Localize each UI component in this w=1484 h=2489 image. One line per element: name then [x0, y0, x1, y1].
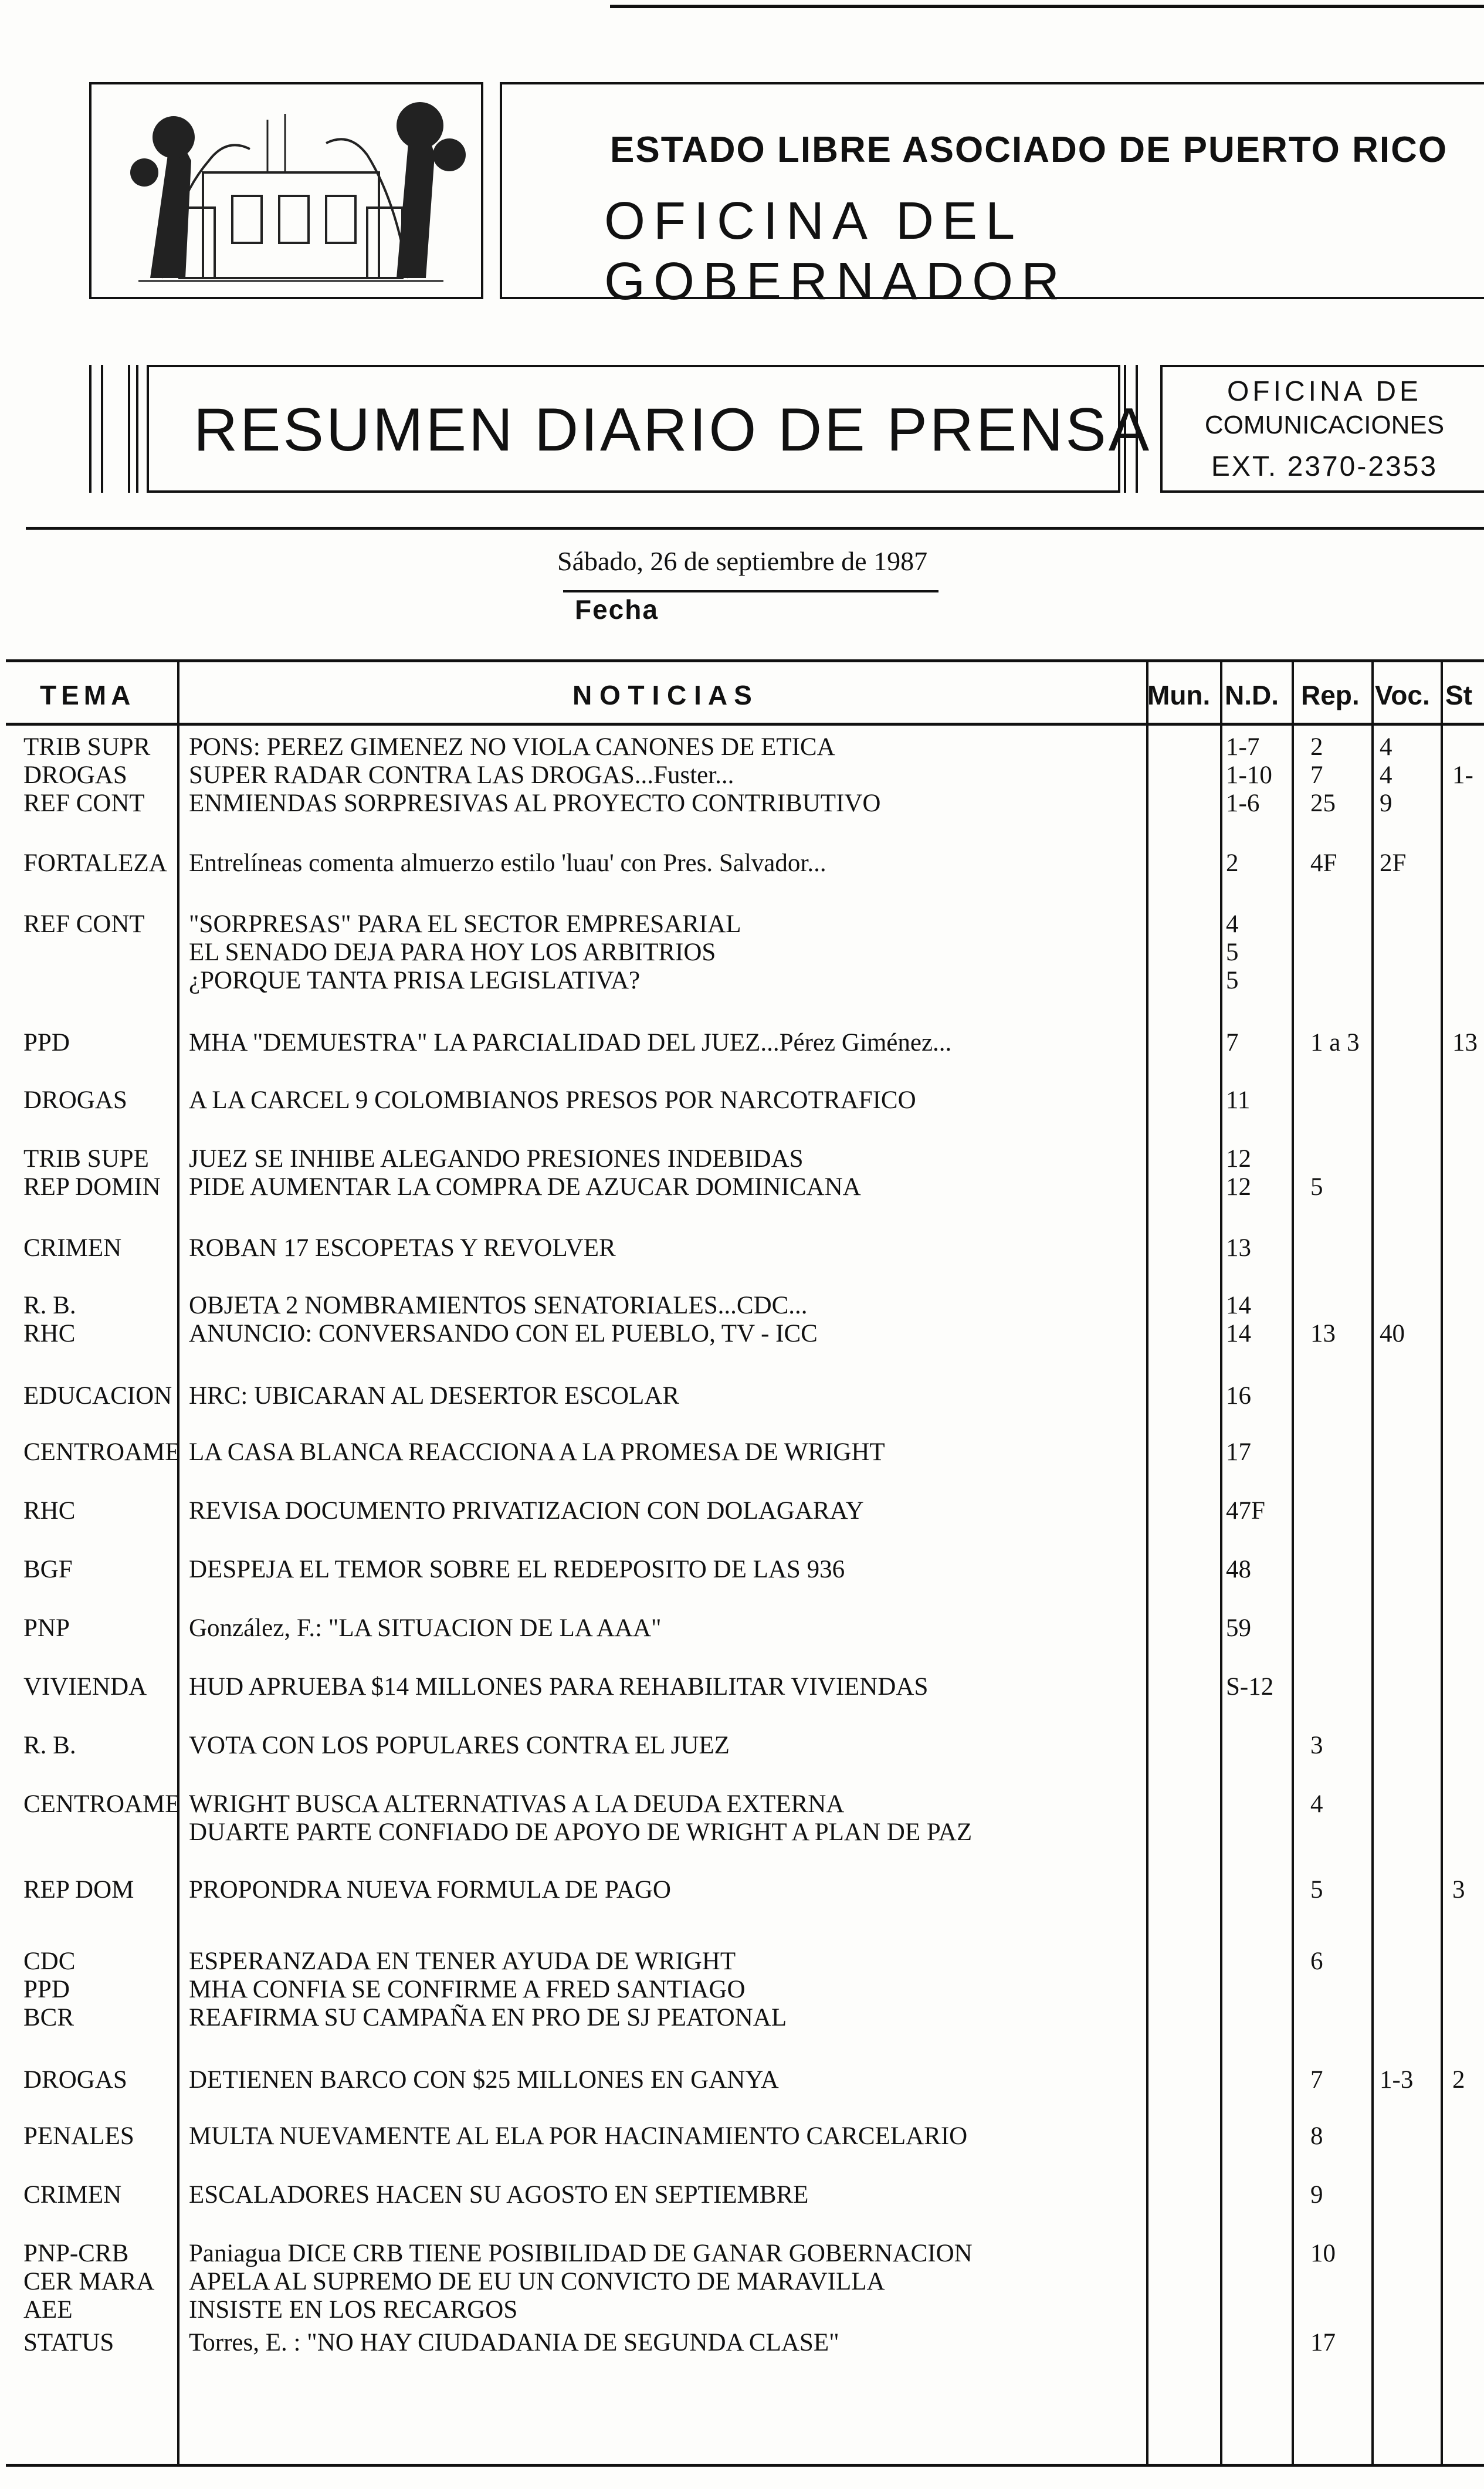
row-4-nd-line-1: 7: [1226, 1029, 1239, 1056]
left-bar-2: [101, 365, 103, 493]
logo-box: [89, 82, 483, 299]
row-5-tema-line-1: DROGAS: [23, 1086, 127, 1114]
row-4-tema-line-1: PPD: [23, 1029, 70, 1056]
row-2-voc-line-1: 2F: [1380, 849, 1407, 877]
col-header-mun: Mun.: [1147, 680, 1211, 710]
row-3-noticias-line-1: "SORPRESAS" PARA EL SECTOR EMPRESARIAL: [189, 910, 741, 938]
row-12-nd-line-1: 48: [1226, 1556, 1251, 1583]
row-16-rep-line-1: 4: [1310, 1790, 1323, 1818]
row-10-nd-line-1: 17: [1226, 1438, 1251, 1466]
col-header-nd: N.D.: [1225, 680, 1279, 710]
row-6-noticias-line-1: JUEZ SE INHIBE ALEGANDO PRESIONES INDEBIDAS: [189, 1145, 804, 1173]
row-22-rep-line-1: 10: [1310, 2240, 1336, 2267]
row-17-st-line-1: 3: [1452, 1876, 1465, 1904]
row-19-rep-line-1: 7: [1310, 2066, 1323, 2094]
row-3-noticias-line-2: EL SENADO DEJA PARA HOY LOS ARBITRIOS: [189, 939, 716, 966]
row-7-nd-line-1: 13: [1226, 1234, 1251, 1262]
row-8-nd-line-1: 14: [1226, 1292, 1251, 1319]
row-8-nd-line-2: 14: [1226, 1320, 1251, 1347]
row-4-st-line-1: 13: [1452, 1029, 1478, 1056]
table-bottom-rule: [6, 2464, 1484, 2467]
row-15-tema-line-1: R. B.: [23, 1732, 76, 1759]
col-divider-rep: [1371, 659, 1374, 2464]
row-1-noticias-line-1: PONS: PEREZ GIMENEZ NO VIOLA CANONES DE ETICA: [189, 733, 835, 761]
table-top-rule: [6, 659, 1484, 662]
left-bar-3: [128, 365, 130, 493]
row-6-noticias-line-2: PIDE AUMENTAR LA COMPRA DE AZUCAR DOMINICANA: [189, 1173, 861, 1201]
row-14-noticias-line-1: HUD APRUEBA $14 MILLONES PARA REHABILITAR VIVIENDAS: [189, 1673, 929, 1701]
row-10-tema-line-1: CENTROAME: [23, 1438, 181, 1466]
row-8-voc-line-2: 40: [1380, 1320, 1405, 1347]
row-23-rep-line-1: 17: [1310, 2329, 1336, 2356]
date-label: Fecha: [575, 594, 659, 625]
row-1-tema-line-1: TRIB SUPR: [23, 733, 151, 761]
row-1-nd-line-1: 1-7: [1226, 733, 1260, 761]
top-edge-rule: [610, 5, 1484, 8]
row-1-rep-line-3: 25: [1310, 790, 1336, 817]
row-19-tema-line-1: DROGAS: [23, 2066, 127, 2094]
row-6-tema-line-2: REP DOMIN: [23, 1173, 161, 1201]
col-divider-noticias: [1146, 659, 1148, 2464]
row-4-rep-line-1: 1 a 3: [1310, 1029, 1360, 1056]
row-1-nd-line-3: 1-6: [1226, 790, 1260, 817]
row-13-nd-line-1: 59: [1226, 1614, 1251, 1642]
row-6-nd-line-2: 12: [1226, 1173, 1251, 1201]
row-16-noticias-line-1: WRIGHT BUSCA ALTERNATIVAS A LA DEUDA EXTERNA: [189, 1790, 845, 1818]
row-21-rep-line-1: 9: [1310, 2181, 1323, 2209]
row-1-rep-line-1: 2: [1310, 733, 1323, 761]
row-7-tema-line-1: CRIMEN: [23, 1234, 122, 1262]
row-1-voc-line-1: 4: [1380, 733, 1392, 761]
row-6-tema-line-1: TRIB SUPE: [23, 1145, 149, 1173]
row-15-noticias-line-1: VOTA CON LOS POPULARES CONTRA EL JUEZ: [189, 1732, 730, 1759]
government-title: ESTADO LIBRE ASOCIADO DE PUERTO RICO: [610, 130, 1448, 170]
col-divider-mun: [1220, 659, 1222, 2464]
row-16-noticias-line-2: DUARTE PARTE CONFIADO DE APOYO DE WRIGHT A PLAN DE PAZ: [189, 1819, 973, 1846]
row-1-st-line-2: 1-: [1452, 761, 1473, 789]
row-20-noticias-line-1: MULTA NUEVAMENTE AL ELA POR HACINAMIENTO CARCELARIO: [189, 2122, 968, 2150]
row-11-noticias-line-1: REVISA DOCUMENTO PRIVATIZACION CON DOLAGARAY: [189, 1497, 864, 1525]
row-18-noticias-line-1: ESPERANZADA EN TENER AYUDA DE WRIGHT: [189, 1948, 736, 1975]
row-22-noticias-line-1: Paniagua DICE CRB TIENE POSIBILIDAD DE GANAR GOBERNACION: [189, 2240, 973, 2267]
row-13-noticias-line-1: González, F.: "LA SITUACION DE LA AAA": [189, 1614, 662, 1642]
row-8-tema-line-2: RHC: [23, 1320, 76, 1347]
office-extension: EXT. 2370-2353: [1211, 451, 1438, 482]
row-23-tema-line-1: STATUS: [23, 2329, 114, 2356]
row-1-nd-line-2: 1-10: [1226, 761, 1272, 789]
row-3-tema-line-1: REF CONT: [23, 910, 145, 938]
row-9-nd-line-1: 16: [1226, 1382, 1251, 1410]
row-16-tema-line-1: CENTROAME: [23, 1790, 181, 1818]
row-2-rep-line-1: 4F: [1310, 849, 1337, 877]
row-8-tema-line-1: R. B.: [23, 1292, 76, 1319]
row-17-tema-line-1: REP DOM: [23, 1876, 134, 1904]
row-21-tema-line-1: CRIMEN: [23, 2181, 122, 2209]
row-7-noticias-line-1: ROBAN 17 ESCOPETAS Y REVOLVER: [189, 1234, 616, 1262]
row-4-noticias-line-1: MHA "DEMUESTRA" LA PARCIALIDAD DEL JUEZ...Pérez Giménez...: [189, 1029, 952, 1056]
row-11-nd-line-1: 47F: [1226, 1497, 1265, 1525]
row-18-noticias-line-2: MHA CONFIA SE CONFIRME A FRED SANTIAGO: [189, 1976, 746, 2003]
row-19-st-line-1: 2: [1452, 2066, 1465, 2094]
row-20-rep-line-1: 8: [1310, 2122, 1323, 2150]
row-23-noticias-line-1: Torres, E. : "NO HAY CIUDADANIA DE SEGUNDA CLASE": [189, 2329, 839, 2356]
row-1-noticias-line-2: SUPER RADAR CONTRA LAS DROGAS...Fuster...: [189, 761, 734, 789]
row-18-tema-line-3: BCR: [23, 2004, 74, 2031]
date-underline: [563, 590, 938, 592]
row-13-tema-line-1: PNP: [23, 1614, 70, 1642]
row-1-tema-line-2: DROGAS: [23, 761, 127, 789]
row-8-noticias-line-1: OBJETA 2 NOMBRAMIENTOS SENATORIALES...CDC...: [189, 1292, 808, 1319]
col-header-st: St: [1445, 680, 1472, 710]
row-18-rep-line-1: 6: [1310, 1948, 1323, 1975]
row-8-noticias-line-2: ANUNCIO: CONVERSANDO CON EL PUEBLO, TV - ICC: [189, 1320, 818, 1347]
col-header-noticias: N O T I C I A S: [572, 680, 752, 710]
row-1-rep-line-2: 7: [1310, 761, 1323, 789]
row-6-rep-line-2: 5: [1310, 1173, 1323, 1201]
row-22-tema-line-1: PNP-CRB: [23, 2240, 129, 2267]
col-header-tema: TEMA: [40, 680, 135, 710]
row-2-noticias-line-1: Entrelíneas comenta almuerzo estilo 'luau' con Pres. Salvador...: [189, 849, 826, 877]
row-8-rep-line-2: 13: [1310, 1320, 1336, 1347]
col-divider-nd: [1292, 659, 1294, 2464]
row-12-noticias-line-1: DESPEJA EL TEMOR SOBRE EL REDEPOSITO DE LAS 936: [189, 1556, 845, 1583]
col-header-rep: Rep.: [1301, 680, 1360, 710]
date-value: Sábado, 26 de septiembre de 1987: [557, 546, 928, 576]
row-22-noticias-line-3: INSISTE EN LOS RECARGOS: [189, 2296, 518, 2324]
col-header-voc: Voc.: [1375, 680, 1430, 710]
row-22-noticias-line-2: APELA AL SUPREMO DE EU UN CONVICTO DE MARAVILLA: [189, 2268, 885, 2295]
row-3-nd-line-3: 5: [1226, 967, 1239, 994]
row-2-nd-line-1: 2: [1226, 849, 1239, 877]
col-divider-tema: [177, 659, 179, 2464]
row-18-tema-line-2: PPD: [23, 1976, 70, 2003]
row-22-tema-line-2: CER MARA: [23, 2268, 155, 2295]
row-22-tema-line-3: AEE: [23, 2296, 73, 2324]
row-5-nd-line-1: 11: [1226, 1086, 1251, 1114]
header-rule: [26, 527, 1484, 530]
row-14-tema-line-1: VIVIENDA: [23, 1673, 147, 1701]
row-20-tema-line-1: PENALES: [23, 2122, 134, 2150]
row-17-noticias-line-1: PROPONDRA NUEVA FORMULA DE PAGO: [189, 1876, 671, 1904]
row-19-voc-line-1: 1-3: [1380, 2066, 1414, 2094]
row-15-rep-line-1: 3: [1310, 1732, 1323, 1759]
office-title: OFICINA DEL GOBERNADOR: [604, 192, 1068, 311]
office-line-2: COMUNICACIONES: [1204, 411, 1445, 439]
row-18-tema-line-1: CDC: [23, 1948, 76, 1975]
table-header-rule: [6, 723, 1484, 726]
row-17-rep-line-1: 5: [1310, 1876, 1323, 1904]
row-18-noticias-line-3: REAFIRMA SU CAMPAÑA EN PRO DE SJ PEATONAL: [189, 2004, 787, 2031]
prensa-title: RESUMEN DIARIO DE PRENSA: [194, 396, 1152, 464]
row-6-nd-line-1: 12: [1226, 1145, 1251, 1173]
fortaleza-building-illustration: [92, 84, 481, 297]
row-3-nd-line-1: 4: [1226, 910, 1239, 938]
row-10-noticias-line-1: LA CASA BLANCA REACCIONA A LA PROMESA DE WRIGHT: [189, 1438, 885, 1466]
row-2-tema-line-1: FORTALEZA: [23, 849, 167, 877]
row-21-noticias-line-1: ESCALADORES HACEN SU AGOSTO EN SEPTIEMBRE: [189, 2181, 809, 2209]
left-bar-1: [89, 365, 92, 493]
row-9-noticias-line-1: HRC: UBICARAN AL DESERTOR ESCOLAR: [189, 1382, 680, 1410]
row-3-noticias-line-3: ¿PORQUE TANTA PRISA LEGISLATIVA?: [189, 967, 641, 994]
row-1-voc-line-2: 4: [1380, 761, 1392, 789]
row-19-noticias-line-1: DETIENEN BARCO CON $25 MILLONES EN GANYA: [189, 2066, 779, 2094]
row-1-voc-line-3: 9: [1380, 790, 1392, 817]
row-1-tema-line-3: REF CONT: [23, 790, 145, 817]
office-line-1: OFICINA DE: [1226, 376, 1422, 407]
left-bar-4: [136, 365, 138, 493]
col-divider-voc: [1441, 659, 1443, 2464]
row-14-nd-line-1: S-12: [1226, 1673, 1274, 1701]
row-9-tema-line-1: EDUCACION: [23, 1382, 172, 1410]
row-5-noticias-line-1: A LA CARCEL 9 COLOMBIANOS PRESOS POR NARCOTRAFICO: [189, 1086, 916, 1114]
row-12-tema-line-1: BGF: [23, 1556, 73, 1583]
row-11-tema-line-1: RHC: [23, 1497, 76, 1525]
row-3-nd-line-2: 5: [1226, 939, 1239, 966]
row-1-noticias-line-3: ENMIENDAS SORPRESIVAS AL PROYECTO CONTRIBUTIVO: [189, 790, 881, 817]
